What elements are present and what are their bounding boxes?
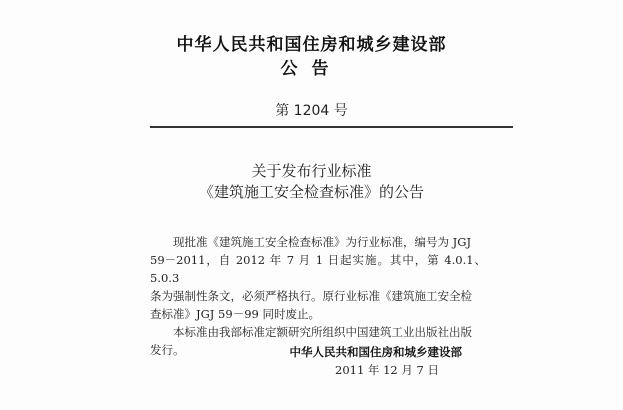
issuer-heading: 中华人民共和国住房和城乡建设部 — [176, 35, 447, 55]
header-divider — [150, 126, 513, 128]
body-paragraph-2: 本标准由我部标准定额研究所组织中国建筑工业出版社出版 发行。 — [150, 325, 472, 357]
announcement-body — [150, 233, 486, 359]
signature-issuer: 中华人民共和国住房和城乡建设部 — [289, 345, 462, 359]
document-number: 第 1204 号 — [275, 103, 348, 119]
announcement-title-line1: 关于发布行业标准 — [251, 162, 372, 180]
document-type-heading: 公告 — [280, 59, 343, 79]
signature-date: 2011 年 12 月 7 日 — [335, 363, 439, 377]
body-paragraph-1: 现批准《建筑施工安全检查标准》为行业标准，编号为 JGJ 59－2011，自 2012 年 7 月 1 日起实施。其中，第 4.0.1、5.0.3 条为强制性条文，必须严格执行。原行业标准《建筑施工安全检 查标准》JGJ 59－99 同时废止。 — [150, 235, 486, 321]
announcement-title-line2: 《建筑施工安全检查标准》的公告 — [198, 183, 424, 201]
